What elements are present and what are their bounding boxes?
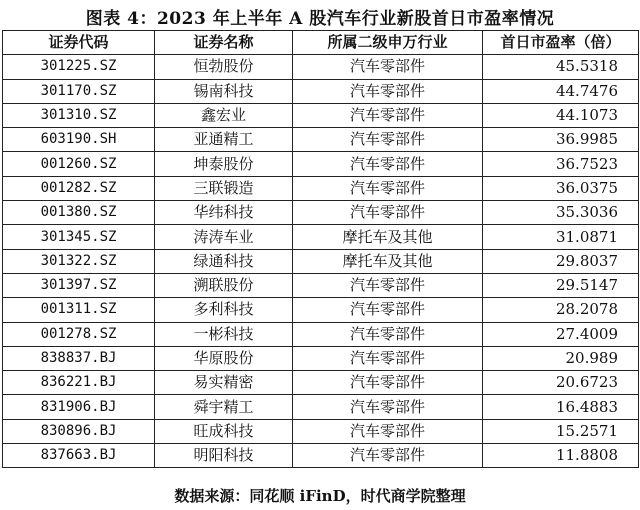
cell-code: 301170.SZ [3, 79, 155, 103]
table-row [3, 273, 639, 297]
cell-code: 001380.SZ [3, 201, 155, 225]
cell-pe: 15.2571 [483, 419, 639, 443]
table-row [3, 128, 639, 152]
cell-name: 易实精密 [155, 371, 293, 395]
cell-name: 明阳科技 [155, 444, 293, 468]
header-name: 证券名称 [155, 31, 293, 55]
cell-code: 001282.SZ [3, 176, 155, 200]
cell-name: 绿通科技 [155, 249, 293, 273]
cell-name: 一彬科技 [155, 322, 293, 346]
cell-pe: 11.8808 [483, 444, 639, 468]
cell-industry: 汽车零部件 [293, 444, 483, 468]
cell-name: 三联锻造 [155, 176, 293, 200]
cell-code: 001260.SZ [3, 152, 155, 176]
cell-name: 华原股份 [155, 346, 293, 370]
table-row [3, 249, 639, 273]
table-row [3, 103, 639, 127]
cell-name: 舜宇精工 [155, 395, 293, 419]
cell-pe: 27.4009 [483, 322, 639, 346]
cell-code: 001278.SZ [3, 322, 155, 346]
cell-pe: 45.5318 [483, 55, 639, 79]
table-row [3, 444, 639, 468]
cell-pe: 16.4883 [483, 395, 639, 419]
data-source-note: 数据来源：同花顺 iFinD，时代商学院整理 [174, 487, 466, 505]
cell-industry: 汽车零部件 [293, 103, 483, 127]
cell-industry: 汽车零部件 [293, 322, 483, 346]
cell-pe: 29.8037 [483, 249, 639, 273]
cell-industry: 汽车零部件 [293, 176, 483, 200]
cell-industry: 汽车零部件 [293, 419, 483, 443]
table-row [3, 79, 639, 103]
cell-code: 301310.SZ [3, 103, 155, 127]
cell-pe: 36.0375 [483, 176, 639, 200]
table-row [3, 55, 639, 79]
header-industry: 所属二级申万行业 [293, 31, 483, 55]
table-row [3, 395, 639, 419]
cell-pe: 36.9985 [483, 128, 639, 152]
cell-industry: 摩托车及其他 [293, 249, 483, 273]
cell-industry: 汽车零部件 [293, 201, 483, 225]
cell-code: 301397.SZ [3, 273, 155, 297]
cell-pe: 20.6723 [483, 371, 639, 395]
table-row [3, 371, 639, 395]
cell-industry: 汽车零部件 [293, 128, 483, 152]
cell-name: 涛涛车业 [155, 225, 293, 249]
table-row [3, 346, 639, 370]
header-pe: 首日市盈率（倍） [483, 31, 639, 55]
cell-code: 301225.SZ [3, 55, 155, 79]
cell-pe: 20.989 [483, 346, 639, 370]
table-row [3, 152, 639, 176]
cell-pe: 44.7476 [483, 79, 639, 103]
cell-industry: 汽车零部件 [293, 346, 483, 370]
cell-pe: 29.5147 [483, 273, 639, 297]
cell-industry: 摩托车及其他 [293, 225, 483, 249]
cell-industry: 汽车零部件 [293, 298, 483, 322]
cell-code: 603190.SH [3, 128, 155, 152]
cell-industry: 汽车零部件 [293, 273, 483, 297]
cell-industry: 汽车零部件 [293, 55, 483, 79]
cell-name: 坤泰股份 [155, 152, 293, 176]
table-row [3, 225, 639, 249]
cell-name: 鑫宏业 [155, 103, 293, 127]
cell-pe: 35.3036 [483, 201, 639, 225]
cell-code: 836221.BJ [3, 371, 155, 395]
cell-industry: 汽车零部件 [293, 395, 483, 419]
cell-code: 837663.BJ [3, 444, 155, 468]
cell-name: 溯联股份 [155, 273, 293, 297]
cell-industry: 汽车零部件 [293, 371, 483, 395]
cell-code: 301345.SZ [3, 225, 155, 249]
cell-code: 830896.BJ [3, 419, 155, 443]
header-code: 证券代码 [3, 31, 155, 55]
cell-industry: 汽车零部件 [293, 152, 483, 176]
cell-pe: 31.0871 [483, 225, 639, 249]
cell-name: 旺成科技 [155, 419, 293, 443]
table-row [3, 201, 639, 225]
table-row [3, 176, 639, 200]
cell-code: 838837.BJ [3, 346, 155, 370]
table-row [3, 298, 639, 322]
table-row [3, 322, 639, 346]
cell-pe: 28.2078 [483, 298, 639, 322]
cell-name: 恒勃股份 [155, 55, 293, 79]
cell-name: 锡南科技 [155, 79, 293, 103]
cell-name: 亚通精工 [155, 128, 293, 152]
cell-code: 301322.SZ [3, 249, 155, 273]
cell-name: 华纬科技 [155, 201, 293, 225]
cell-code: 831906.BJ [3, 395, 155, 419]
table-row [3, 419, 639, 443]
cell-pe: 36.7523 [483, 152, 639, 176]
header-row [3, 31, 639, 55]
table-title: 图表 4：2023 年上半年 A 股汽车行业新股首日市盈率情况 [85, 9, 555, 29]
cell-name: 多利科技 [155, 298, 293, 322]
ipo-pe-table [2, 30, 639, 468]
cell-code: 001311.SZ [3, 298, 155, 322]
cell-industry: 汽车零部件 [293, 79, 483, 103]
cell-pe: 44.1073 [483, 103, 639, 127]
table-body [3, 55, 639, 468]
